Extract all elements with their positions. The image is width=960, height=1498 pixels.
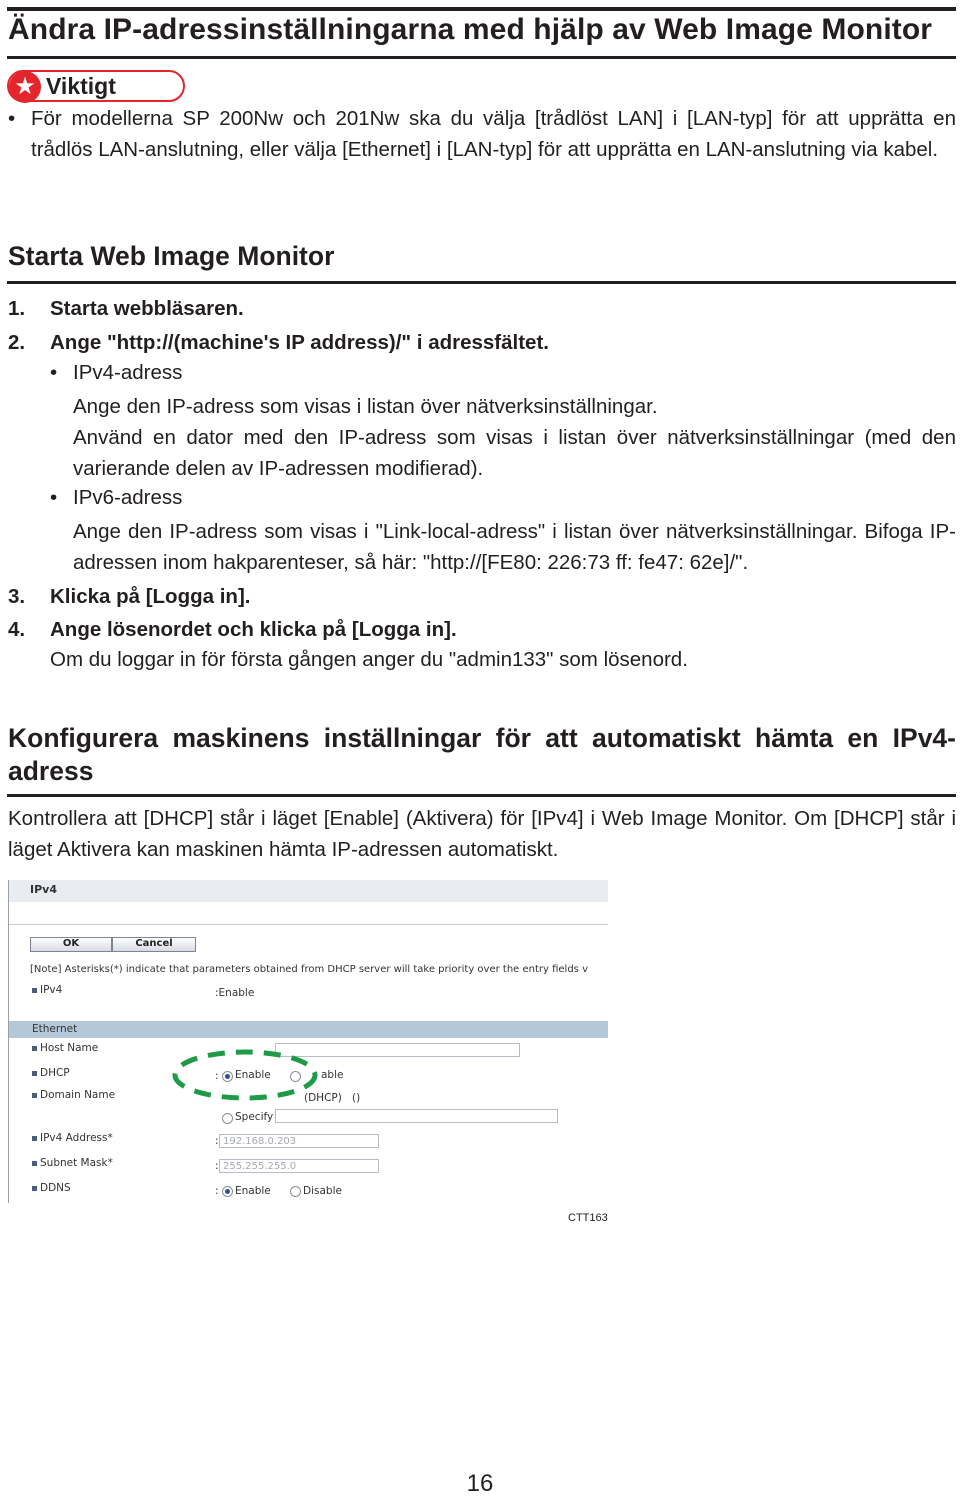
section-heading-start-wim: Starta Web Image Monitor <box>8 241 335 271</box>
step-number: 3. <box>8 585 26 608</box>
section-heading-configure-text: Konfigurera maskinens inställningar för att automatiskt hämta en IPv4- <box>8 723 956 753</box>
step-text: Klicka på [Logga in]. <box>50 585 251 608</box>
subnet-mask-colon: : <box>215 1160 219 1172</box>
ddns-marker <box>32 1186 37 1191</box>
ddns-disable-label: Disable <box>303 1185 342 1197</box>
dhcp-enable-label: Enable <box>235 1069 271 1081</box>
dhcp-marker <box>32 1071 37 1076</box>
ipv4-address-input[interactable]: 192.168.0.203 <box>219 1134 379 1148</box>
priority-note: [Note] Asterisks(*) indicate that parameters obtained from DHCP server will take priority over the entry fields v <box>30 964 588 975</box>
domain-name-marker <box>32 1093 37 1098</box>
specify-radio[interactable] <box>222 1113 233 1124</box>
ok-button[interactable]: OK <box>30 937 112 952</box>
domain-name-label: Domain Name <box>40 1089 116 1101</box>
section-rule-1 <box>7 281 956 284</box>
ipv6-bullet-marker: • <box>50 486 58 509</box>
subnet-mask-input[interactable]: 255.255.255.0 <box>219 1159 379 1173</box>
wim-ipv4-screenshot <box>8 880 608 1203</box>
ipv4-row-value: :Enable <box>215 987 255 999</box>
subnet-mask-label: Subnet Mask* <box>40 1157 113 1169</box>
step-text: Ange lösenordet och klicka på [Logga in]. <box>50 618 457 641</box>
important-bullet-text: För modellerna SP 200Nw och 201Nw ska du välja [trådlöst LAN] i [LAN-typ] för att upprätta en trådlös LAN-anslutning, eller välja [Ethernet] i [LAN-typ] för att upprätta en LAN-anslutning via kabel. <box>31 107 956 161</box>
dhcp-colon: : <box>215 1070 219 1082</box>
ipv4-instruction-1: Ange den IP-adress som visas i listan över nätverksinställningar. <box>73 395 658 418</box>
host-name-marker <box>32 1046 37 1051</box>
dhcp-highlight-ellipse <box>168 1046 323 1104</box>
section-heading-configure-line1 <box>8 722 956 755</box>
section-rule-2 <box>7 794 956 797</box>
screenshot-header-bar <box>8 880 608 902</box>
highlight-ellipse-shape <box>175 1052 315 1098</box>
title-underline <box>7 56 956 59</box>
page-number: 16 <box>466 1470 494 1497</box>
ipv4-label: IPv4-adress <box>73 361 183 384</box>
star-icon: ★ <box>9 71 41 103</box>
dhcp-label: DHCP <box>40 1067 70 1079</box>
ipv4-bullet-marker: • <box>50 361 58 384</box>
domain-paren: () <box>352 1092 361 1104</box>
ddns-enable-label: Enable <box>235 1185 271 1197</box>
section-heading-configure-line2: adress <box>8 756 94 786</box>
host-name-label: Host Name <box>40 1042 99 1054</box>
domain-dhcp-text: (DHCP) <box>304 1092 342 1104</box>
step-4-note: Om du loggar in för första gången anger du "admin133" som lösenord. <box>50 648 688 671</box>
screenshot-divider <box>8 924 608 925</box>
step-text: Ange "http://(machine's IP address)/" i adressfältet. <box>50 331 549 354</box>
dhcp-paragraph: Kontrollera att [DHCP] står i läget [Enable] (Aktivera) för [IPv4] i Web Image Monitor. Om [DHCP] står i läget Aktivera kan maskinen hämta IP-adressen automatiskt. <box>8 807 956 861</box>
ipv4-instruction-2: Använd en dator med den IP-adress som visas i listan över nätverksinställningar (med den varierande delen av IP-adressen modifierad). <box>73 426 956 480</box>
ipv4-address-label: IPv4 Address* <box>40 1132 113 1144</box>
important-badge <box>7 70 185 102</box>
ethernet-section-bar <box>8 1021 608 1038</box>
important-label: Viktigt <box>46 73 116 99</box>
domain-name-input[interactable] <box>275 1109 558 1123</box>
ipv6-instruction: Ange den IP-adress som visas i "Link-local-adress" i listan över nätverksinställningar. Bifoga IP-adressen inom hakparenteser, så här: "http://[FE80: 226:73 ff: fe47: 62e]/". <box>73 520 956 574</box>
ethernet-section-title: Ethernet <box>32 1023 78 1035</box>
ddns-label: DDNS <box>40 1182 71 1194</box>
important-bullet-marker: • <box>8 107 16 130</box>
step-number: 1. <box>8 297 26 320</box>
top-rule <box>7 7 956 11</box>
step-number: 4. <box>8 618 26 641</box>
ddns-disable-radio[interactable] <box>290 1186 301 1197</box>
specify-label: Specify <box>235 1111 274 1123</box>
ddns-enable-radio[interactable] <box>222 1186 233 1197</box>
step-text: Starta webbläsaren. <box>50 297 244 320</box>
ipv4-row-label: IPv4 <box>40 984 63 996</box>
ipv4-address-colon: : <box>215 1135 219 1147</box>
ipv4-row-marker <box>32 988 37 993</box>
step-number: 2. <box>8 331 26 354</box>
subnet-mask-marker <box>32 1161 37 1166</box>
ipv4-address-marker <box>32 1136 37 1141</box>
page-title: Ändra IP-adressinställningarna med hjälp av Web Image Monitor <box>8 13 933 46</box>
ddns-colon: : <box>215 1185 219 1197</box>
cancel-button[interactable]: Cancel <box>112 937 196 952</box>
figure-code: CTT163 <box>568 1212 608 1224</box>
screenshot-header: IPv4 <box>30 883 57 896</box>
ipv6-label: IPv6-adress <box>73 486 183 509</box>
screenshot-left-border <box>8 880 9 1203</box>
dhcp-disable-label: able <box>321 1069 344 1081</box>
